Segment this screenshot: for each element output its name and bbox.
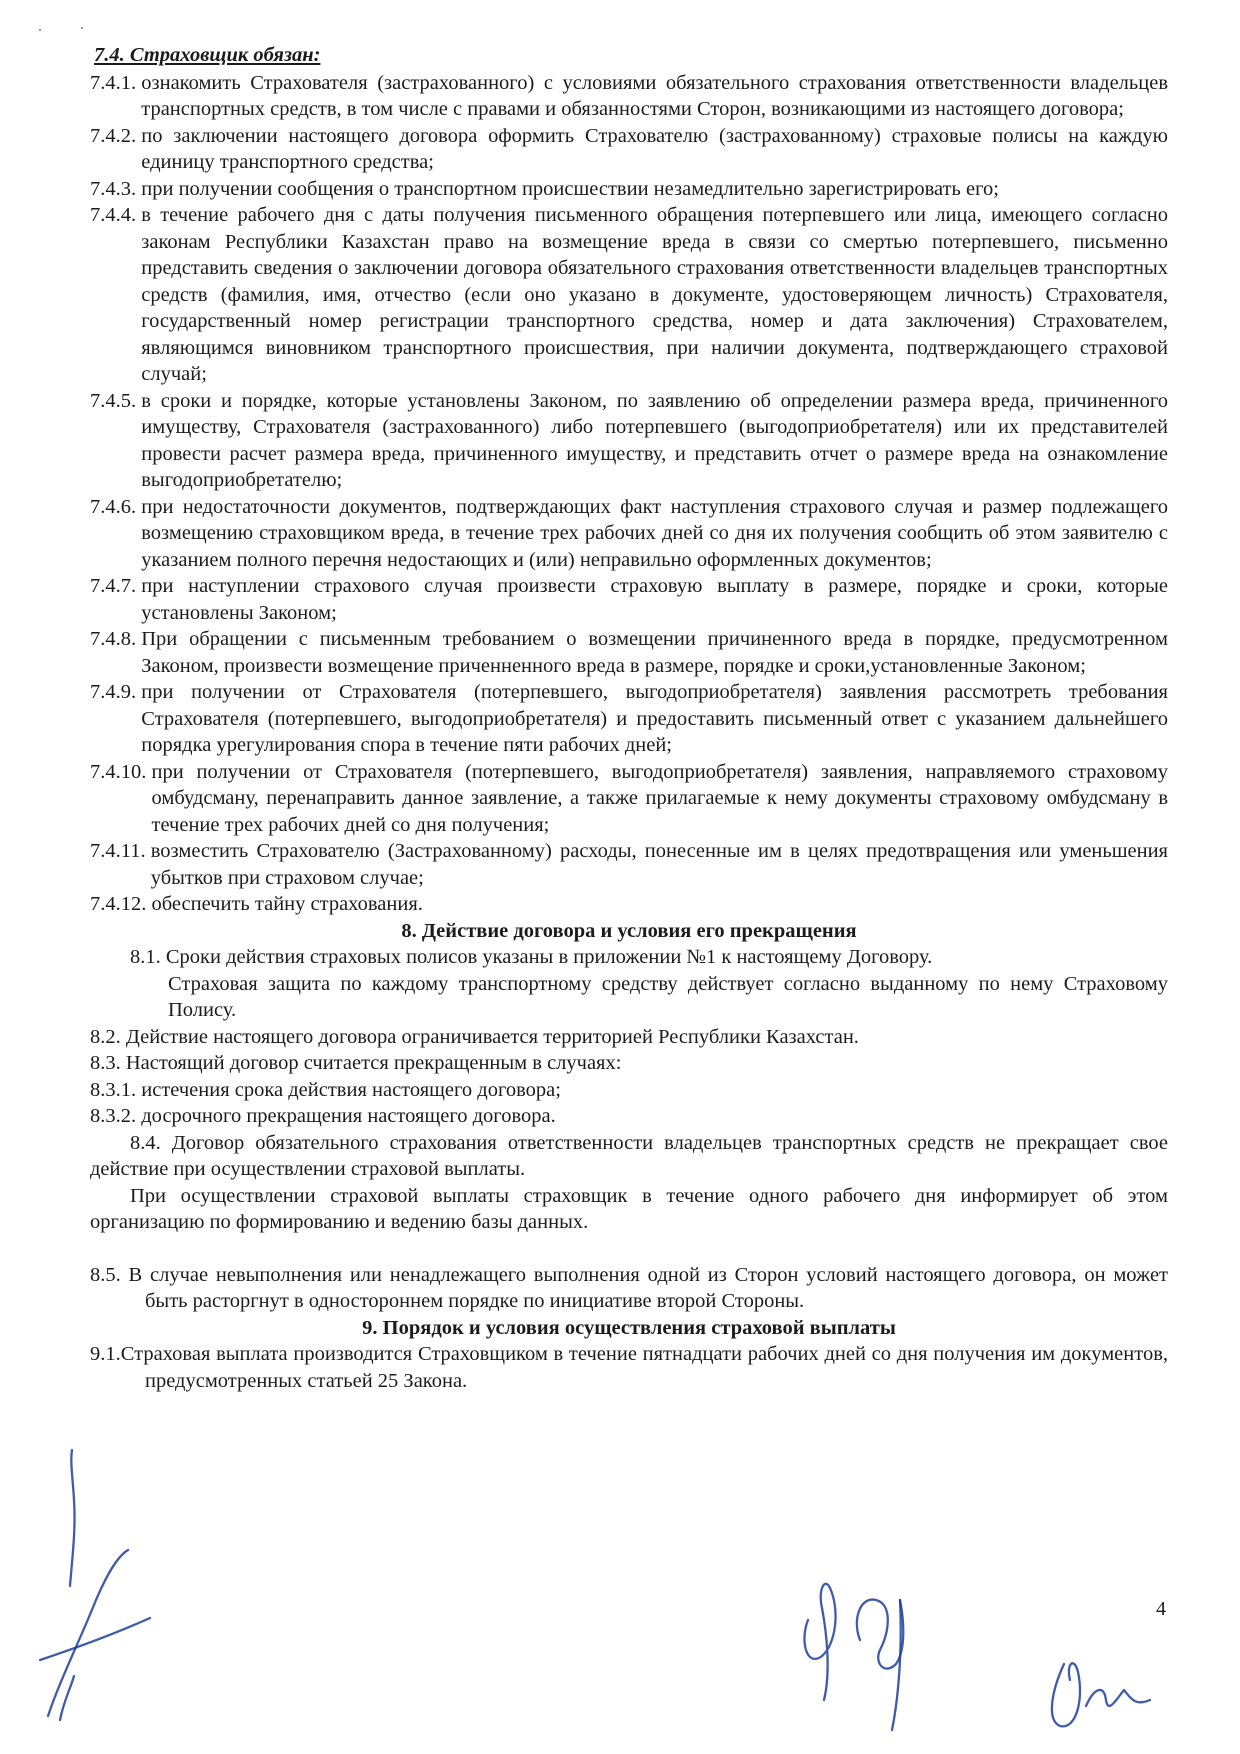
item-number: 7.4.12. (90, 893, 152, 915)
item-number: 7.4.2. (90, 124, 142, 147)
list-item (90, 573, 1168, 626)
item-text: При обращении с письменным требованием о возмещении причиненного вреда в порядке, предусмотренном Законом, произвести возмещение приченненного вреда в размере, порядке и сроки,установленные Законом; (141, 628, 1168, 677)
item-number: 7.4.9. (90, 681, 142, 703)
item-text: при получении сообщения о транспортном происшествии незамедлительно зарегистрировать его; (141, 177, 999, 200)
list-item (90, 70, 1168, 123)
item-number: 7.4.4. (90, 204, 142, 226)
item-text: при получении от Страхователя (потерпевшего, выгодоприобретателя) заявления рассмотреть требования Страхователя (потерпевшего, выгодоприобретателя) и предоставить письменный ответ с указанием дальнейшего порядка урегулирования спора в течение пяти рабочих дней; (141, 681, 1168, 756)
item-text: при недостаточности документов, подтверждающих факт наступления страхового случая и размер подлежащего возмещению страховщиком вреда, в течение трех рабочих дней со дня их получения сообщить об этом заявителю с указанием полного перечня недостающих и (или) неправильно оформленных документов; (141, 495, 1168, 571)
paragraph-8-4: 8.4. Договор обязательного страхования ответственности владельцев транспортных средств не прекращает свое действие при осуществлении страховой выплаты. (90, 1131, 1168, 1180)
item-text: при наступлении страхового случая произвести страховую выплату в размере, порядке и сроки, которые установлены Законом; (141, 575, 1168, 624)
item-number: 7.4.5. (90, 389, 142, 412)
list-item (90, 388, 1168, 494)
list-item (90, 176, 1168, 203)
section-7-4-heading: 7.4. Страховщик обязан: (94, 44, 321, 66)
paragraph-8-5: 8.5. В случае невыполнения или ненадлежащего выполнения одной из Сторон условий настоящего договора, он может быть расторгнут в одностороннем порядке по инициативе второй Стороны. (90, 1263, 1168, 1312)
document-body (90, 42, 1168, 1394)
list-item (90, 759, 1168, 839)
section-9-heading: 9. Порядок и условия осуществления страховой выплаты (362, 1316, 896, 1339)
signature-middle (804, 1584, 903, 1730)
blank-gap (90, 1236, 1168, 1262)
list-item (90, 626, 1168, 679)
item-number: 7.4.10. (90, 760, 152, 783)
list-item (90, 123, 1168, 176)
item-text: ознакомить Страхователя (застрахованного) с условиями обязательного страхования ответственности владельцев транспортных средств, в том числе с правами и обязанностями Сторон, возникающими из настоящего договора; (141, 71, 1168, 120)
item-text: при получении от Страхователя (потерпевшего, выгодоприобретателя) заявления, направляемого страховому омбудсману, перенаправить данное заявление, а также прилагаемые к нему документы страховому омбудсману в течение трех рабочих дней со дня получения; (151, 760, 1168, 836)
item-text: по заключении настоящего договора оформить Страхователю (застрахованному) страховые полисы на каждую единицу транспортного средства; (141, 124, 1168, 173)
paragraph-8-3-2: 8.3.2. досрочного прекращения настоящего договора. (90, 1105, 556, 1127)
list-item (90, 679, 1168, 759)
paragraph-9-1: 9.1.Страховая выплата производится Страховщиком в течение пятнадцати рабочих дней со дня получения им документов, предусмотренных статьей 25 Закона. (90, 1343, 1168, 1392)
list-item (90, 891, 1168, 918)
item-number: 7.4.11. (90, 840, 151, 862)
item-number: 7.4.3. (90, 177, 142, 200)
item-number: 7.4.1. (90, 71, 142, 94)
item-number: 7.4.7. (90, 575, 142, 597)
item-number: 7.4.6. (90, 495, 142, 518)
list-item (90, 494, 1168, 574)
scan-specks (36, 20, 96, 40)
item-text: в течение рабочего дня с даты получения письменного обращения потерпевшего или лица, имеющего согласно законам Республики Казахстан право на возмещение вреда в связи со смертью потерпевшего, письменно представить сведения о заключении договора обязательного страхования ответственности владельцев транспортных средств (фамилия, имя, отчество (если оно указано в документе, удостоверяющем личность) Страхователя, государственный номер регистрации транспортного средства, номер и дата заключения) Страхователем, являющимся виновником транспортного происшествия, при наличии документа, подтверждающего страховой случай; (141, 204, 1168, 385)
item-text: возместить Страхователю (Застрахованному) расходы, понесенные им в целях предотвращения или уменьшения убытков при страховом случае; (150, 840, 1168, 889)
section-8-heading: 8. Действие договора и условия его прекращения (401, 919, 857, 942)
paragraph-8-3-1: 8.3.1. истечения срока действия настоящего договора; (90, 1078, 561, 1101)
list-item (90, 838, 1168, 891)
signature-left (40, 1450, 150, 1720)
item-number: 7.4.8. (90, 628, 142, 650)
paragraph-8-4-continued: При осуществлении страховой выплаты страховщик в течение одного рабочего дня информирует об этом организацию по формированию и ведению базы данных. (90, 1184, 1168, 1233)
paragraph-8-1-continued: Страховая защита по каждому транспортному средству действует согласно выданному по нему Страховому Полису. (168, 972, 1168, 1021)
paragraph-8-2: 8.2. Действие настоящего договора ограничивается территорией Республики Казахстан. (90, 1025, 859, 1048)
list-item (90, 202, 1168, 388)
page-number: 4 (1156, 1598, 1166, 1620)
item-text: обеспечить тайну страхования. (151, 893, 423, 915)
signature-right (1052, 1663, 1150, 1726)
item-text: в сроки и порядке, которые установлены Законом, по заявлению об определении размера вреда, причиненного имуществу, Страхователя (застрахованного) либо потерпевшего (выгодоприобретателя) или их представителей провести расчет размера вреда, причиненного имуществу, и представить отчет о размере вреда на ознакомление выгодоприобретателю; (141, 389, 1168, 491)
paragraph-8-3: 8.3. Настоящий договор считается прекращенным в случаях: (90, 1052, 622, 1074)
paragraph-8-1: 8.1. Сроки действия страховых полисов указаны в приложении №1 к настоящему Договору. (130, 946, 933, 968)
